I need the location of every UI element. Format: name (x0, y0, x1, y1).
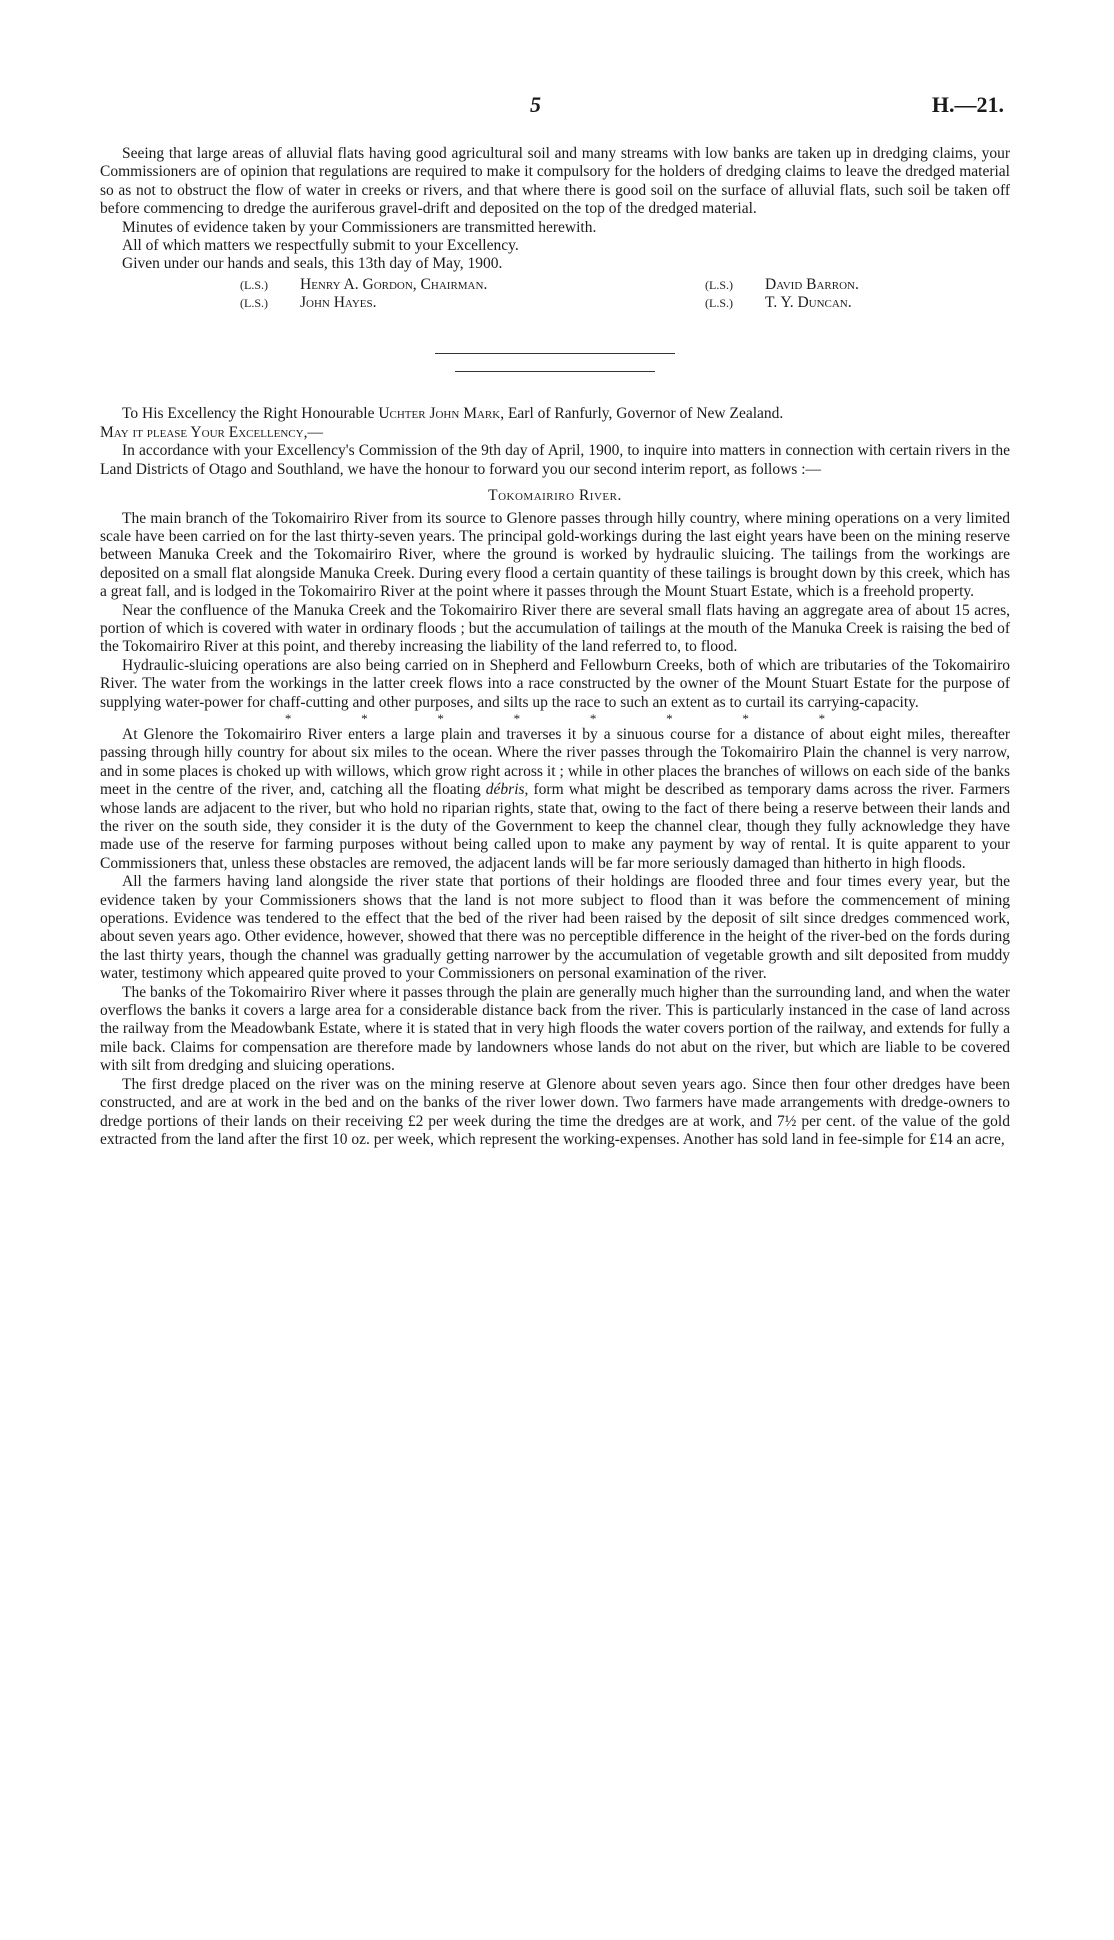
star-mark: * (742, 710, 749, 726)
debris-word: débris (485, 781, 525, 799)
page-number: 5 (530, 92, 541, 117)
section-divider (100, 341, 1010, 378)
report-paragraph: All of which matters we respectfully submit to your Excellency. (122, 237, 519, 255)
salutation: May it please Your Excellency,— (100, 423, 323, 441)
seal-mark: (L.S.) (240, 296, 268, 311)
page-header (0, 92, 1114, 122)
omission-stars (100, 712, 1010, 726)
section-heading: Tokomairiro River. (488, 487, 622, 505)
report-paragraph: Minutes of evidence taken by your Commissioners are transmitted herewith. (122, 218, 597, 236)
star-mark: * (666, 710, 673, 726)
star-mark: * (818, 710, 826, 726)
seal-mark: (L.S.) (705, 277, 733, 292)
body-paragraph: The main branch of the Tokomairiro River from its source to Glenore passes through hilly country, where mining operations on a very limited scale have been carried on for the last thirty-seven years. The principal gold-workings during the last eight years have been on the mining reserve between Manuka Creek and the Tokomairiro River, where the ground is worked by hydraulic sluicing. The tailings from the workings are deposited on a small flat alongside Manuka Creek. During every flood a certain quantity of these tailings is brought down by this creek, which has a great fall, and is lodged in the Tokomairiro River at the point where it passes through the Mount Stuart Estate, which is a freehold property. (100, 509, 1010, 601)
body-paragraph: All the farmers having land alongside the river state that portions of their holdings are flooded three and four times every year, but the evidence taken by your Commissioners shows that the land is not more subject to flood than it was before the commencement of mining operations. Evidence was tendered to the effect that the bed of the river had been raised by the deposit of silt since dredges commenced work, about seven years ago. Other evidence, however, showed that there was no perceptible difference in the height of the river-bed on the fords during the last thirty years, though the channel was gradually getting narrower by the accumulation of vegetable growth and silt deposited from muddy water, testimony which appeared quite proved to your Commissioners on personal examination of the river. (100, 873, 1010, 983)
report-paragraph: Seeing that large areas of alluvial flats having good agricultural soil and many streams with low banks are taken up in dredging claims, your Commissioners are of opinion that regulations are required to make it compulsory for the holders of dredging claims to leave the dredged material so as not to obstruct the flow of water in creeks or rivers, and that where there is good soil on the surface of alluvial flats, such soil be taken off before commencing to dredge the auriferous gravel-drift and deposited on the top of the dredged material. (100, 145, 1010, 218)
intro-paragraph: In accordance with your Excellency's Commission of the 9th day of April, 1900, to inquire into matters in connection with certain rivers in the Land Districts of Otago and Southland, we have the honour to forward you our second interim report, as follows :— (100, 442, 1010, 478)
governor-name: Uchter John Mark (378, 405, 501, 423)
star-mark: * (437, 710, 444, 726)
signature-block (100, 276, 1010, 313)
body-paragraph: The first dredge placed on the river was on the mining reserve at Glenore about seven years ago. Since then four other dredges have been constructed, and are at work in the bed and on the banks of the river lower down. Two farmers have made arrangements with dredge-owners to dredge portions of their lands on their receiving £2 per week during the time the dredges are at work, and 7½ per cent. of the value of the gold extracted from the land after the first 10 oz. per week, which represent the working-expenses. Another has sold land in fee-simple for £14 an acre, (100, 1075, 1010, 1148)
seal-mark: (L.S.) (705, 296, 733, 311)
report-paragraph: Given under our hands and seals, this 13th day of May, 1900. (122, 255, 503, 273)
seal-mark: (L.S.) (240, 277, 268, 292)
signatory-name: David Barron. (765, 275, 859, 293)
signatory-name: T. Y. Duncan. (765, 294, 852, 312)
star-mark: * (284, 710, 292, 726)
document-reference: H.—21. (931, 92, 1004, 117)
body-paragraph: At Glenore the Tokomairiro River enters a large plain and traverses it by a sinuous course for a distance of about eight miles, thereafter passing through hilly country for about six miles to the ocean. Where the river passes through the Tokomairiro Plain the channel is very narrow, and in some places is choked up with willows, which grow right across it ; while in other places the branches of willows on each side of the banks meet in the centre of the river, and, catching all the floating débris, form what might be described as temporary dams across the river. Farmers whose lands are adjacent to the river, but who hold no riparian rights, state that, owing to the fact of there being a reserve between their lands and the river on the south side, they consider it is the duty of the Government to keep the channel clear, though they fully acknowledge they have made use of the reserve for farming purposes without being called upon to make any payment by way of rental. It is quite apparent to your Commissioners that, unless these obstacles are removed, the adjacent lands will be far more seriously damaged than hitherto in high floods. (100, 725, 1010, 872)
body-paragraph: Hydraulic-sluicing operations are also being carried on in Shepherd and Fellowburn Creeks, both of which are tributaries of the Tokomairiro River. The water from the workings in the latter creek flows into a race constructed by the owner of the Mount Stuart Estate for the purpose of supplying water-power for chaff-cutting and other purposes, and silts up the race to such an extent as to curtail its carrying-capacity. (100, 656, 1010, 711)
signatory-name: Henry A. Gordon, Chairman. (300, 275, 488, 293)
address-line: To His Excellency the Right Honourable Uchter John Mark, Earl of Ranfurly, Governor of New Zealand. (122, 405, 784, 423)
star-mark: * (589, 710, 597, 726)
star-mark: * (513, 710, 521, 726)
page-body (100, 145, 1010, 1149)
star-mark: * (361, 710, 368, 726)
signatory-name: John Hayes. (300, 294, 377, 312)
body-paragraph: The banks of the Tokomairiro River where it passes through the plain are generally much higher than the surrounding land, and when the water overflows the banks it covers a large area for a considerable distance back from the river. This is particularly instanced in the case of land across the railway from the Meadowbank Estate, where it is stated that in very high floods the water covers portion of the railway, and extends for fully a mile back. Claims for compensation are therefore made by landowners whose lands do not abut on the river, but which are liable to be covered with silt from dredging and sluicing operations. (100, 983, 1010, 1075)
body-paragraph: Near the confluence of the Manuka Creek and the Tokomairiro River there are several small flats having an aggregate area of about 15 acres, portion of which is covered with water in ordinary floods ; but the accumulation of tailings at the mouth of the Manuka Creek is raising the bed of the Tokomairiro River at this point, and thereby increasing the liability of the land referred to, to flood. (100, 601, 1010, 656)
